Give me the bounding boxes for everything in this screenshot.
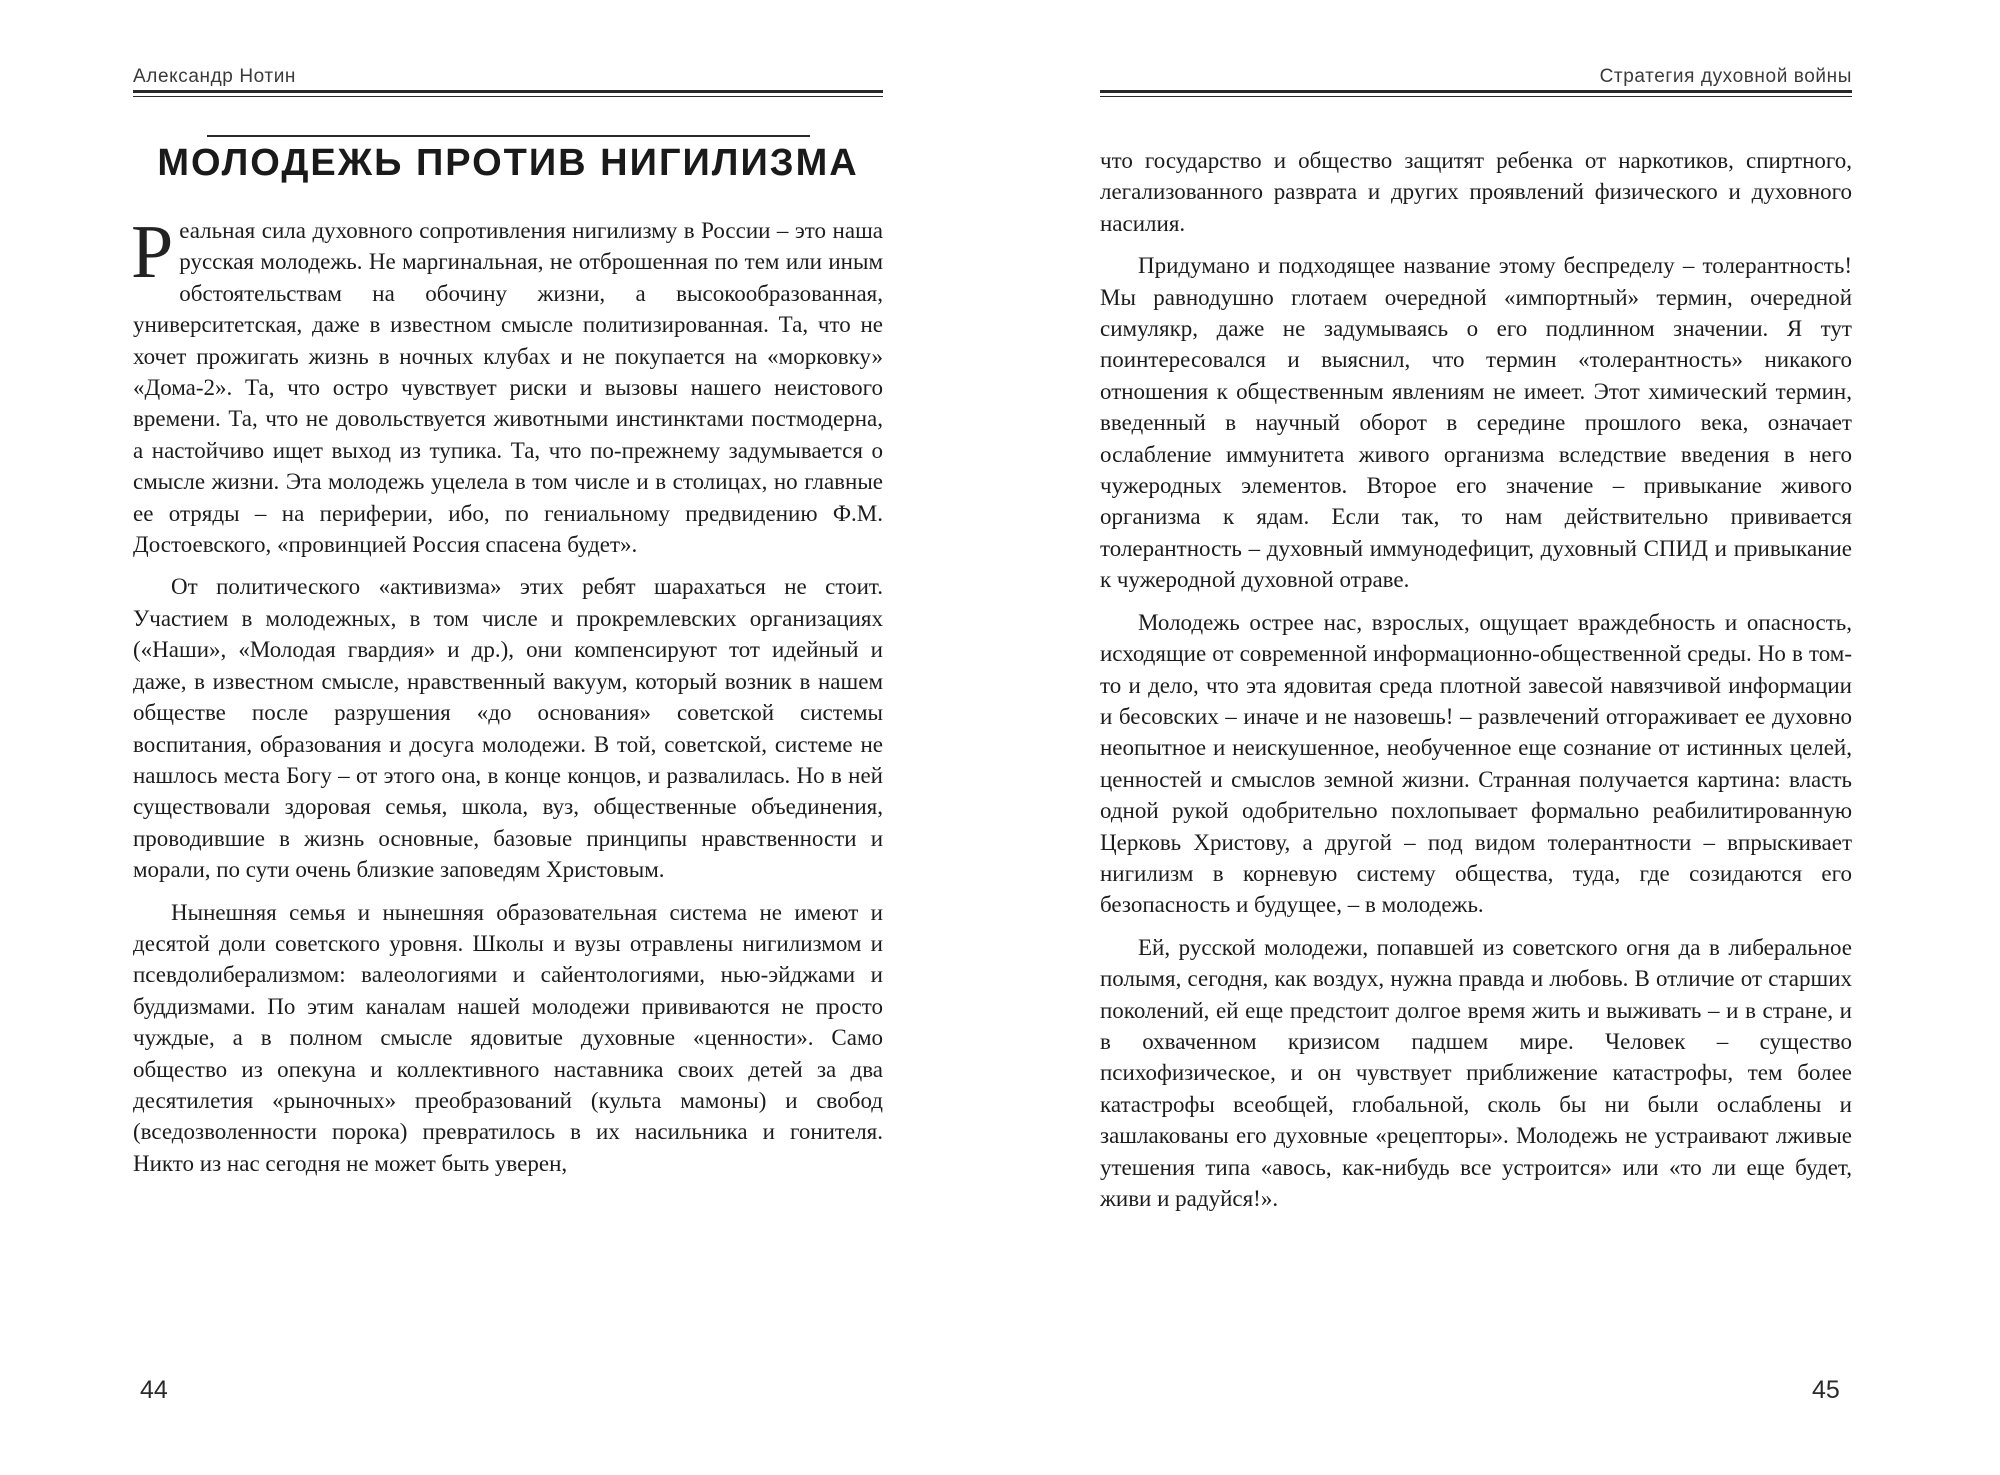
left-body-text: [131, 210, 883, 1190]
paragraph: От политического «активизма» этих ребят шарахаться не стоит. Участием в молодежных, в том числе и прокремлевских организациях («Наши», «Молодая гвардия» и др.), они компенсируют тот идейный и даже, в известном смысле, нравственный вакуум, который возник в нашем обществе после разрушения «до основания» советской системы воспитания, образования и досуга молодежи. В той, советской, системе не нашлось места Богу – от этого она, в конце концов, и развалилась. Но в ней существовали здоровая семья, школа, вуз, общественные объединения, проводившие в жизнь основные, базовые принципы нравственности и морали, по сути очень близкие заповедям Христовым.: [133, 574, 883, 883]
paragraph: Молодежь острее нас, взрослых, ощущает враждебность и опасность, исходящие от современной информационно-общественной среды. Но в том-то и дело, что эта ядовитая среда плотной завесой навязчивой информации и бесовских – иначе и не назовешь! – развлечений отгораживает ее духовно неопытное и неискушенное, необученное еще сознание от истинных целей, ценностей и смыслов земной жизни. Странная получается картина: власть одной рукой одобрительно похлопывает формально реабилитированную Церковь Христову, а другой – под видом толерантности – впрыскивает нигилизм в корневую систему общества, туда, где созидаются его безопасность и будущее, – в молодежь.: [1100, 609, 1852, 918]
header-rule-thin: [133, 96, 883, 97]
drop-cap: Р: [131, 210, 174, 294]
running-header-book-title: Стратегия духовной войны: [1599, 66, 1852, 87]
page-number: 44: [140, 1376, 168, 1404]
chapter-title: МОЛОДЕЖЬ ПРОТИВ НИГИЛИЗМА: [157, 142, 859, 184]
running-header-author: Александр Нотин: [133, 66, 297, 87]
paragraph: Нынешняя семья и нынешняя образовательная система не имеют и десятой доли советского уровня. Школы и вузы отравлены нигилизмом и псевдолиберализмом: валеологиями и сайентологиями, нью-эйджами и буддизмами. По этим каналам нашей молодежи прививаются не просто чуждые, а в полном смысле ядовитые духовные «ценности». Само общество из опекуна и коллективного наставника своих детей за два десятилетия «рыночных» преобразований (культа мамоны) и свобод (вседозволенности порока) превратилось в их насильника и гонителя. Никто из нас сегодня не может быть уверен,: [133, 899, 883, 1176]
header-rule-thick: [133, 90, 883, 93]
header-rule-thick: [1100, 90, 1852, 93]
page-number: 45: [1812, 1376, 1840, 1404]
right-body-text: [1100, 145, 1852, 1225]
paragraph: что государство и общество защитят ребенка от наркотиков, спиртного, легализованного разврата и других проявлений физического и духовного насилия.: [1100, 148, 1852, 236]
paragraph: Придумано и подходящее название этому беспределу – толерантность! Мы равнодушно глотаем очередной «импортный» термин, очередной симулякр, даже не задумываясь о его подлинном значении. Я тут поинтересовался и выяснил, что термин «толерантность» никакого отношения к общественным явлениям не имеет. Этот химический термин, введенный в научный оборот в середине прошлого века, означает ослабление иммунитета живого организма вследствие введения в него чужеродных элементов. Второе его значение – привыкание живого организма к ядам. Если так, то нам действительно прививается толерантность – духовный иммунодефицит, духовный СПИД и привыкание к чужеродной духовной отраве.: [1100, 253, 1852, 593]
paragraph: Реальная сила духовного сопротивления нигилизму в России – это наша русская молодежь. Не маргинальная, не отброшенная по тем или иным обстоятельствам на обочину жизни, а высокообразованная, университетская, даже в известном смысле политизированная. Та, что не хочет прожигать жизнь в ночных клубах и не покупается на «морковку» «Дома-2». Та, что остро чувствует риски и вызовы нашего неистового времени. Та, что не довольствуется животными инстинктами постмодерна, а настойчиво ищет выход из тупика. Та, что по-прежнему задумывается о смысле жизни. Эта молодежь уцелела в том числе и в столицах, но главные ее отряды – на периферии, ибо, по гениальному предвидению Ф.М. Достоевского, «провинцией Россия спасена будет».: [131, 210, 883, 558]
paragraph: Ей, русской молодежи, попавшей из советского огня да в либеральное полымя, сегодня, как воздух, нужна правда и любовь. В отличие от старших поколений, ей еще предстоит долгое время жить и выживать – и в стране, и в охваченном кризисом падшем мире. Человек – существо психофизическое, и он чувствует приближение катастрофы, тем более катастрофы всеобщей, глобальной, сколь бы ни были ослаблены и зашлакованы его духовные «рецепторы». Молодежь не устраивают лживые утешения типа «авось, как-нибудь все устроится» или «то ли еще будет, живи и радуйся!».: [1100, 934, 1852, 1211]
title-rule: [207, 135, 810, 137]
right-page: [1000, 0, 2000, 1475]
header-rule-thin: [1100, 96, 1852, 97]
